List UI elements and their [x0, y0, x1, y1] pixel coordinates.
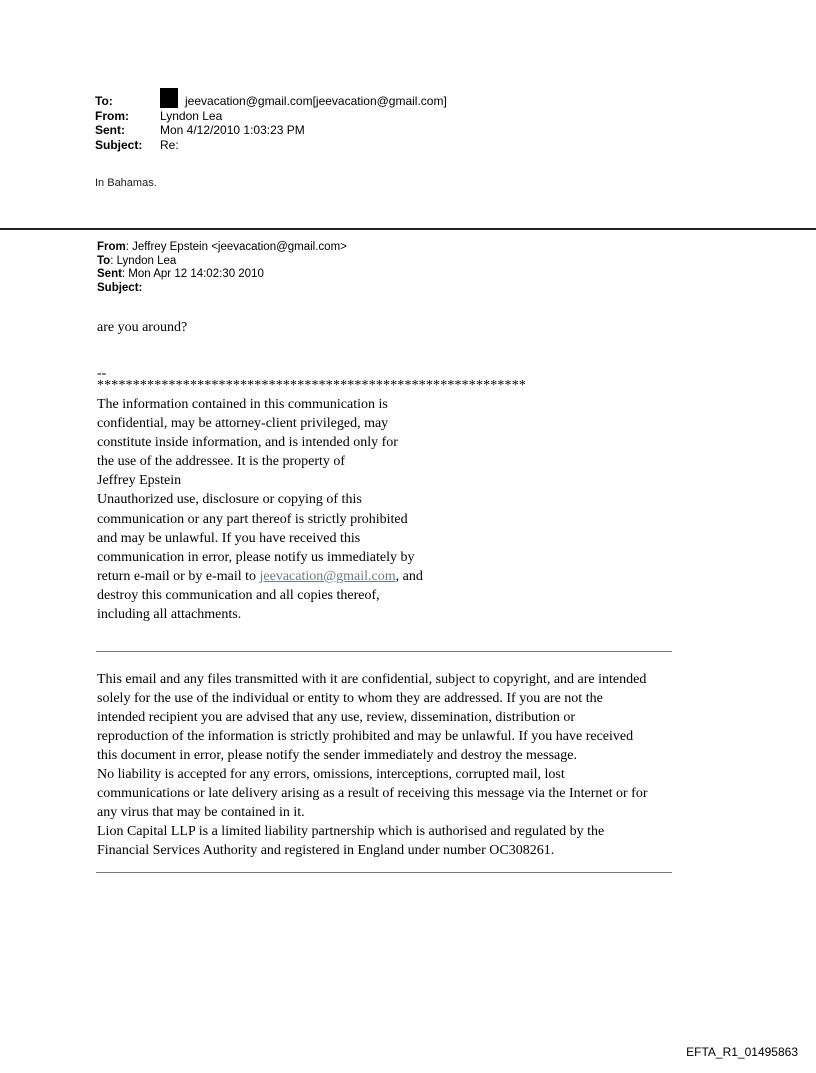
notice-line: communication in error, please notify us immediately by: [97, 549, 415, 565]
notice-line: confidential, may be attorney-client privileged, may: [97, 416, 389, 432]
subject-row: [95, 138, 447, 153]
notice-line: The information contained in this communication is: [97, 397, 388, 412]
disclaimer-line: communications or late delivery arising as a result of receiving this message via the Internet or for: [97, 786, 648, 801]
notice-line: destroy this communication and all copies thereof,: [97, 587, 380, 603]
disclaimer-line: this document in error, please notify the sender immediately and destroy the message.: [97, 748, 577, 763]
email-header: [95, 94, 447, 152]
notice-line: constitute inside information, and is intended only for: [97, 435, 398, 451]
quoted-from-value: : Jeffrey Epstein <jeevacation@gmail.com>: [125, 241, 347, 253]
notice-line-prefix: return e-mail or by e-mail to: [97, 568, 260, 584]
disclaimer-line: No liability is accepted for any errors, omissions, interceptions, corrupted mail, lost: [97, 767, 565, 782]
confidentiality-notice: [97, 395, 423, 624]
notice-line-suffix: , and: [395, 568, 423, 584]
disclaimer-line: any virus that may be contained in it.: [97, 805, 305, 820]
sent-label: Sent:: [95, 123, 125, 137]
from-label: From:: [95, 108, 129, 123]
quoted-to-label: To: [97, 254, 111, 267]
subject-value: Re:: [160, 137, 179, 152]
notice-line: communication or any part thereof is strictly prohibited: [97, 511, 408, 527]
disclaimer-divider-top: [96, 651, 672, 652]
disclaimer-line: intended recipient you are advised that any use, review, dissemination, distribution or: [97, 710, 576, 725]
to-label: To:: [95, 94, 113, 108]
disclaimer-divider-bottom: [96, 872, 672, 873]
header-divider: [0, 228, 816, 230]
quoted-subject-value: :: [138, 281, 143, 294]
quoted-sent-value: : Mon Apr 12 14:02:30 2010: [121, 268, 264, 280]
redaction-block: [160, 88, 178, 108]
disclaimer-line: Financial Services Authority and registered in England under number OC308261.: [97, 843, 555, 858]
notice-line-with-link: [97, 567, 423, 586]
disclaimer-line: Lion Capital LLP is a limited liability partnership which is authorised and regulated by the: [97, 824, 605, 839]
disclaimer-line: reproduction of the information is strictly prohibited and may be unlawful. If you have received: [97, 729, 634, 744]
document-id: EFTA_R1_01495863: [686, 1045, 798, 1059]
quoted-to-row: [97, 255, 347, 269]
disclaimer-line: solely for the use of the individual or entity to whom they are addressed. If you are not the: [97, 691, 603, 706]
quoted-subject-row: [97, 282, 347, 296]
email-link[interactable]: jeevacation@gmail.com: [259, 568, 396, 584]
sent-row: [95, 123, 447, 138]
sent-value: Mon 4/12/2010 1:03:23 PM: [160, 123, 305, 137]
quoted-from-row: [97, 241, 347, 255]
quoted-header: [97, 241, 347, 295]
disclaimer-line: This email and any files transmitted with it are confidential, subject to copyright, and are intended: [97, 672, 647, 687]
from-value: Lyndon Lea: [160, 108, 223, 123]
signature-stars: ************************************************************: [97, 378, 526, 393]
from-row: [95, 109, 447, 124]
notice-line: Unauthorized use, disclosure or copying of this: [97, 492, 362, 508]
message-body: are you around?: [97, 320, 188, 335]
to-value: jeevacation@gmail.com[jeevacation@gmail.com]: [185, 94, 447, 108]
quoted-sent-label: Sent: [97, 268, 122, 280]
notice-line: the use of the addressee. It is the property of: [97, 454, 346, 470]
quoted-sent-row: [97, 268, 347, 282]
reply-text: In Bahamas.: [95, 177, 157, 189]
quoted-from-label: From: [97, 241, 126, 253]
legal-disclaimer: [97, 670, 647, 860]
quoted-to-value: : Lyndon Lea: [110, 254, 177, 267]
notice-line: and may be unlawful. If you have received this: [97, 530, 361, 546]
quoted-subject-label: Subject: [97, 281, 139, 294]
notice-line: Jeffrey Epstein: [97, 473, 182, 489]
notice-line: including all attachments.: [97, 607, 242, 623]
to-row: [95, 94, 447, 109]
subject-label: Subject:: [95, 137, 143, 152]
signature-dashes: --: [97, 366, 107, 381]
